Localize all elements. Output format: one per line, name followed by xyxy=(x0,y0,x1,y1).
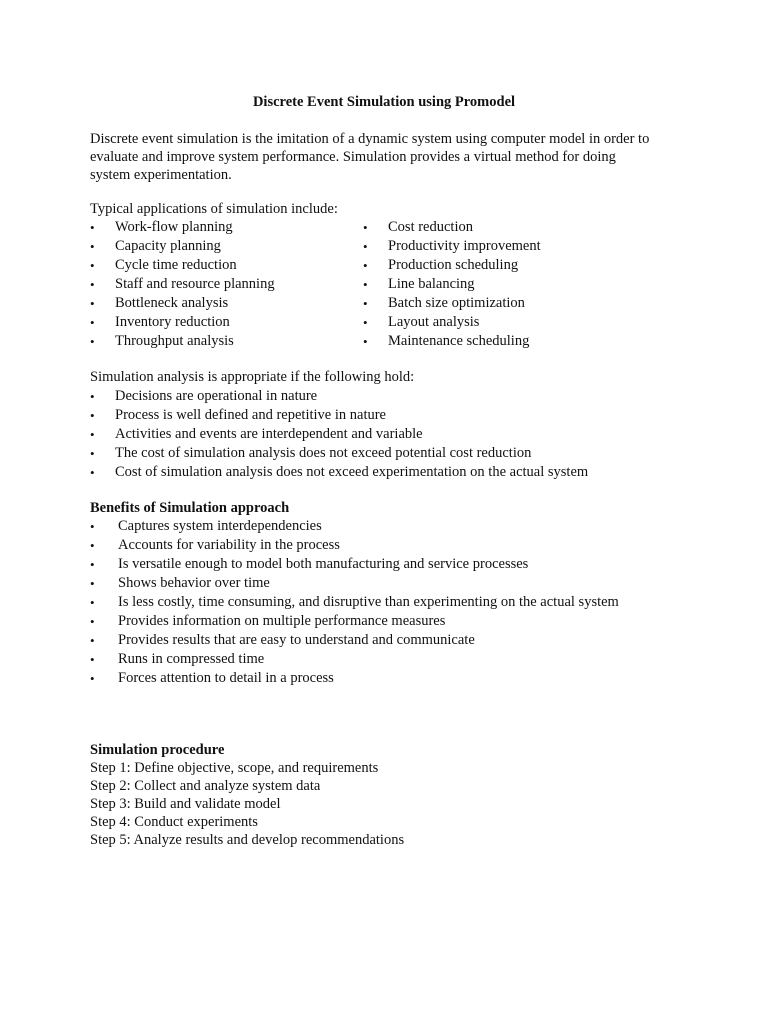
conditions-heading: Simulation analysis is appropriate if the following hold: xyxy=(90,369,415,385)
bullet-icon: • xyxy=(90,519,95,534)
intro-paragraph xyxy=(90,130,680,184)
list-item: Step 3: Build and validate model xyxy=(90,796,281,812)
bullet-icon: • xyxy=(90,296,95,311)
list-item: Step 4: Conduct experiments xyxy=(90,814,258,830)
bullet-icon: • xyxy=(90,614,95,629)
benefits-heading: Benefits of Simulation approach xyxy=(90,500,290,516)
bullet-icon: • xyxy=(90,652,95,667)
list-item: Step 5: Analyze results and develop recommendations xyxy=(90,832,405,848)
bullet-icon: • xyxy=(363,296,368,311)
bullet-icon: • xyxy=(90,595,95,610)
document-page: Discrete Event Simulation using Promodel Discrete event simulation is the imitation of a dynamic system using computer model in order to evaluate and improve system performance. Simulation provides a virtual method for doing system experimentation. Typical applications of simulation include: • Work-flow planning • Capacity planning • Cycle time reduction • Staff and resource planning • Bottleneck analysis • Inventory reduction • Throughput analysis • Cost reduction • Productivity improvement • Production scheduling • Line balancing • Batch size optimization • Layout analysis • Maintenance scheduling Simulation analysis is appropriate if the following hold: • Decisions are operational in nature • Process is well defined and repetitive in nature • Activities and events are interdependent and variable • The cost of simulation analysis does not exceed potential cost reduction • Cost of simulation analysis does not exceed experimentation on the actual system Benefits of Simulation approach • Captures system interdependencies • Accounts for variability in the process • Is versatile enough to model both manufacturing and service processes • Shows behavior over time • Is less costly, time consuming, and disruptive than experimenting on the actual system • Provides information on multiple performance measures • Provides results that are easy to understand and communicate • Runs in compressed time • Forces attention to detail in a process Simulation procedure Step 1: Define objective, scope, and requirements Step 2: Collect and analyze system data Step 3: Build and validate model Step 4: Conduct experiments Step 5: Analyze results and develop recommendations xyxy=(0,0,768,1024)
bullet-icon: • xyxy=(363,277,368,292)
bullet-icon: • xyxy=(90,633,95,648)
bullet-icon: • xyxy=(90,334,95,349)
bullet-icon: • xyxy=(90,557,95,572)
bullet-icon: • xyxy=(363,315,368,330)
intro-line: system experimentation. xyxy=(90,167,232,183)
document-title: Discrete Event Simulation using Promodel xyxy=(252,94,516,110)
bullet-icon: • xyxy=(363,258,368,273)
bullet-icon: • xyxy=(90,408,95,423)
bullet-icon: • xyxy=(363,239,368,254)
procedure-heading: Simulation procedure xyxy=(90,742,225,758)
bullet-icon: • xyxy=(90,427,95,442)
intro-line: evaluate and improve system performance. Simulation provides a virtual method for doing xyxy=(90,149,616,165)
bullet-icon: • xyxy=(363,220,368,235)
bullet-icon: • xyxy=(363,334,368,349)
bullet-icon: • xyxy=(90,576,95,591)
procedure-steps xyxy=(90,759,404,849)
bullet-icon: • xyxy=(90,389,95,404)
list-item: Step 2: Collect and analyze system data xyxy=(90,778,321,794)
bullet-icon: • xyxy=(90,538,95,553)
bullet-icon: • xyxy=(90,277,95,292)
bullet-icon: • xyxy=(90,446,95,461)
list-item: Step 1: Define objective, scope, and requirements xyxy=(90,760,379,776)
applications-heading: Typical applications of simulation include: xyxy=(90,201,338,217)
bullet-icon: • xyxy=(90,239,95,254)
intro-line: Discrete event simulation is the imitation of a dynamic system using computer model in order to xyxy=(90,131,650,147)
bullet-icon: • xyxy=(90,258,95,273)
bullet-icon: • xyxy=(90,671,95,686)
bullet-icon: • xyxy=(90,220,95,235)
bullet-icon: • xyxy=(90,465,95,480)
bullet-icon: • xyxy=(90,315,95,330)
